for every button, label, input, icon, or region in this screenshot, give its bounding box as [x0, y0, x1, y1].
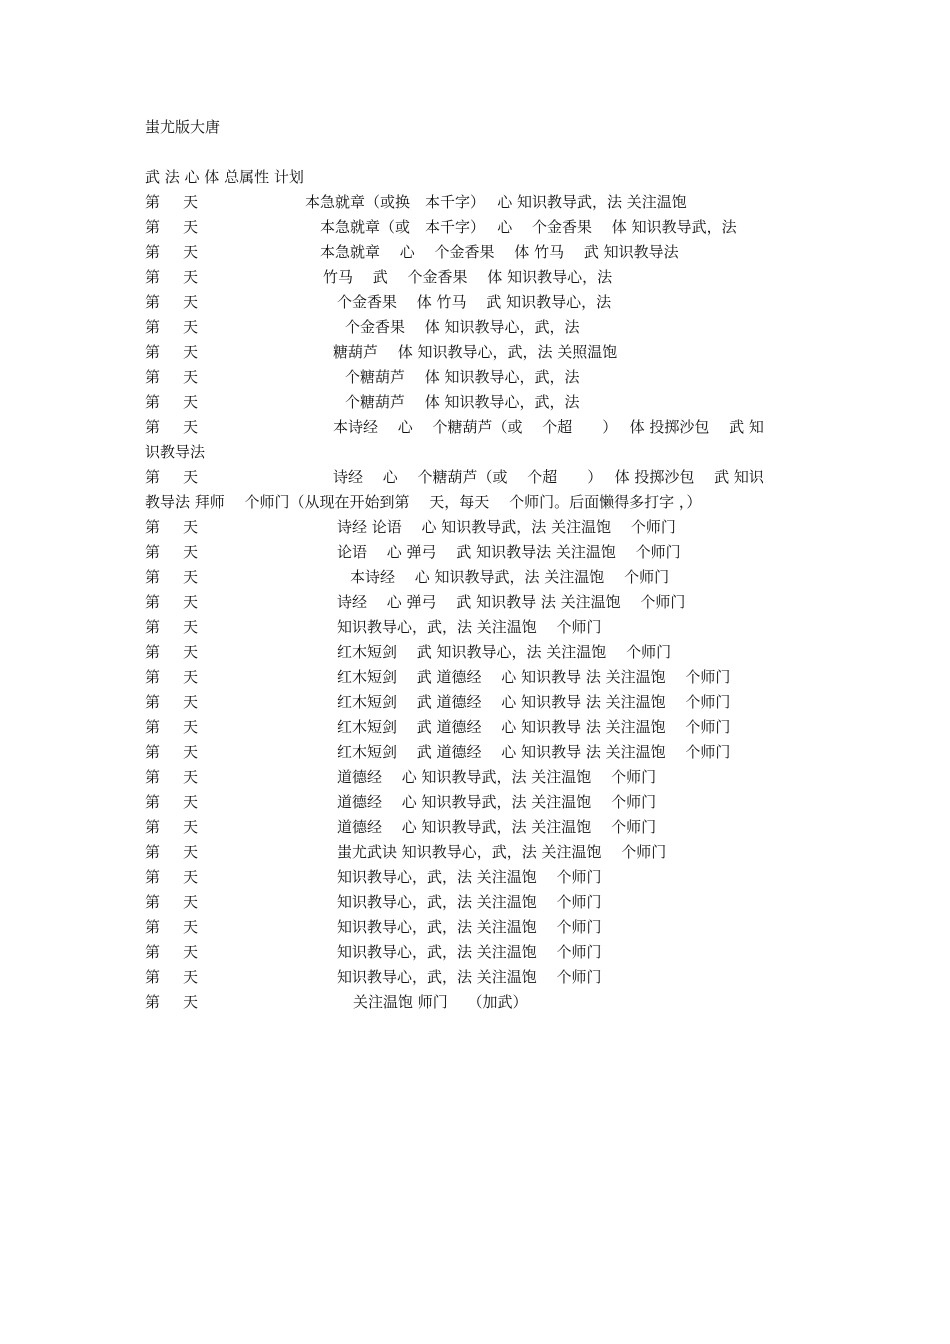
plan-text: 诗经 论语 心 知识教导武，法 关注温饱 个师门: [337, 518, 676, 536]
day-label-di: 第: [145, 918, 161, 936]
day-label: [145, 392, 198, 412]
day-label-di: 第: [145, 818, 161, 836]
plan-text: 本急就章 心 个金香果 体 竹马 武 知识教导法: [320, 243, 679, 261]
day-label-tian: 天: [183, 218, 199, 236]
plan-row: [145, 717, 815, 742]
plan-text: 个金香果 体 竹马 武 知识教导心，法: [337, 293, 612, 311]
day-label-di: 第: [145, 643, 161, 661]
day-label: [145, 517, 198, 537]
day-label-di: 第: [145, 718, 161, 736]
day-label: [145, 192, 198, 212]
plan-text: 红木短剑 武 道德经 心 知识教导 法 关注温饱 个师门: [337, 718, 731, 736]
day-label-di: 第: [145, 893, 161, 911]
plan-text: 本急就章（或换 本千字） 心 知识教导武，法 关注温饱: [305, 193, 687, 211]
day-label-tian: 天: [183, 743, 199, 761]
plan-row: [145, 517, 815, 542]
day-label-di: 第: [145, 293, 161, 311]
day-label: [145, 292, 198, 312]
day-label-di: 第: [145, 218, 161, 236]
plan-row: [145, 817, 815, 842]
plan-row: [145, 792, 815, 817]
day-label: [145, 842, 198, 862]
plan-row: [145, 742, 815, 767]
day-label-tian: 天: [183, 518, 199, 536]
plan-text: 个金香果 体 知识教导心，武，法: [345, 318, 580, 336]
plan-text: 本诗经 心 个糖葫芦（或 个超 ） 体 投掷沙包 武 知: [333, 418, 764, 436]
day-label-di: 第: [145, 868, 161, 886]
day-label-di: 第: [145, 668, 161, 686]
plan-row: [145, 217, 815, 242]
plan-row: [145, 667, 815, 692]
plan-row: [145, 942, 815, 967]
day-label: [145, 342, 198, 362]
day-label-di: 第: [145, 543, 161, 561]
day-label-tian: 天: [183, 943, 199, 961]
plan-text: 知识教导心，武，法 关注温饱 个师门: [337, 918, 602, 936]
plan-text: 知识教导心，武，法 关注温饱 个师门: [337, 618, 602, 636]
day-label-tian: 天: [183, 993, 199, 1011]
plan-text: 道德经 心 知识教导武，法 关注温饱 个师门: [337, 793, 657, 811]
plan-row: [145, 542, 815, 567]
day-label: [145, 892, 198, 912]
plan-text: 论语 心 弹弓 武 知识教导法 关注温饱 个师门: [337, 543, 681, 561]
plan-text: 知识教导心，武，法 关注温饱 个师门: [337, 943, 602, 961]
plan-text: 红木短剑 武 知识教导心，法 关注温饱 个师门: [337, 643, 672, 661]
day-label: [145, 417, 198, 437]
day-label: [145, 217, 198, 237]
plan-text: 知识教导心，武，法 关注温饱 个师门: [337, 868, 602, 886]
plan-row: [145, 317, 815, 342]
day-label-di: 第: [145, 943, 161, 961]
plan-row: [145, 867, 815, 892]
day-label-tian: 天: [183, 343, 199, 361]
day-label-tian: 天: [183, 768, 199, 786]
day-label-tian: 天: [183, 468, 199, 486]
day-label: [145, 592, 198, 612]
plan-row: [145, 367, 815, 392]
plan-text: 个糖葫芦 体 知识教导心，武，法: [345, 393, 580, 411]
day-label-di: 第: [145, 593, 161, 611]
day-label-di: 第: [145, 793, 161, 811]
plan-row: [145, 992, 815, 1017]
day-label: [145, 242, 198, 262]
day-label: [145, 867, 198, 887]
plan-text: 知识教导心，武，法 关注温饱 个师门: [337, 893, 602, 911]
day-label-tian: 天: [183, 318, 199, 336]
day-label-di: 第: [145, 743, 161, 761]
day-label: [145, 667, 198, 687]
plan-row: [145, 767, 815, 792]
plan-row: [145, 642, 815, 667]
day-label-di: 第: [145, 618, 161, 636]
day-label: [145, 642, 198, 662]
day-label: [145, 742, 198, 762]
plan-row: [145, 917, 815, 942]
plan-text-continued: 教导法 拜师 个师门（从现在开始到第 天，每天 个师门。后面懒得多打字 ，）: [145, 493, 702, 511]
plan-row: [145, 467, 815, 517]
day-label-tian: 天: [183, 418, 199, 436]
plan-text: 诗经 心 弹弓 武 知识教导 法 关注温饱 个师门: [337, 593, 686, 611]
plan-text: 道德经 心 知识教导武，法 关注温饱 个师门: [337, 818, 657, 836]
day-label: [145, 267, 198, 287]
day-label-tian: 天: [183, 193, 199, 211]
day-label-di: 第: [145, 768, 161, 786]
day-label: [145, 967, 198, 987]
attribute-header: 武 法 心 体 总属性 计划: [145, 168, 304, 186]
plan-text: 红木短剑 武 道德经 心 知识教导 法 关注温饱 个师门: [337, 668, 731, 686]
plan-text-continued: 识教导法: [145, 443, 206, 461]
plan-text: 本诗经 心 知识教导武，法 关注温饱 个师门: [350, 568, 670, 586]
plan-text: 诗经 心 个糖葫芦（或 个超 ） 体 投掷沙包 武 知识: [333, 468, 764, 486]
day-label-di: 第: [145, 268, 161, 286]
day-label-di: 第: [145, 418, 161, 436]
day-label-di: 第: [145, 193, 161, 211]
day-label-tian: 天: [183, 793, 199, 811]
day-label-tian: 天: [183, 668, 199, 686]
day-label: [145, 542, 198, 562]
day-label-di: 第: [145, 568, 161, 586]
plan-text: 道德经 心 知识教导武，法 关注温饱 个师门: [337, 768, 657, 786]
day-label-tian: 天: [183, 368, 199, 386]
day-label-tian: 天: [183, 593, 199, 611]
day-label-tian: 天: [183, 818, 199, 836]
day-label: [145, 917, 198, 937]
day-label-di: 第: [145, 243, 161, 261]
day-label-di: 第: [145, 993, 161, 1011]
day-label-di: 第: [145, 393, 161, 411]
plan-row: [145, 192, 815, 217]
day-label-tian: 天: [183, 868, 199, 886]
day-label: [145, 817, 198, 837]
plan-row: [145, 967, 815, 992]
day-label: [145, 567, 198, 587]
day-label-tian: 天: [183, 693, 199, 711]
day-label: [145, 367, 198, 387]
plan-row: [145, 267, 815, 292]
day-label: [145, 792, 198, 812]
day-label-tian: 天: [183, 718, 199, 736]
day-label-tian: 天: [183, 393, 199, 411]
plan-list: [145, 192, 815, 1017]
day-label-di: 第: [145, 968, 161, 986]
plan-text: 关注温饱 师门 （加武）: [353, 993, 528, 1011]
day-label-di: 第: [145, 843, 161, 861]
day-label-tian: 天: [183, 243, 199, 261]
day-label-di: 第: [145, 368, 161, 386]
day-label-tian: 天: [183, 893, 199, 911]
plan-row: [145, 892, 815, 917]
day-label: [145, 717, 198, 737]
day-label-tian: 天: [183, 843, 199, 861]
day-label: [145, 767, 198, 787]
day-label-di: 第: [145, 343, 161, 361]
day-label-di: 第: [145, 468, 161, 486]
plan-row: [145, 617, 815, 642]
day-label: [145, 467, 198, 487]
plan-text: 竹马 武 个金香果 体 知识教导心，法: [323, 268, 613, 286]
day-label-tian: 天: [183, 643, 199, 661]
plan-row: [145, 692, 815, 717]
day-label-tian: 天: [183, 568, 199, 586]
plan-row: [145, 417, 815, 467]
day-label: [145, 692, 198, 712]
plan-row: [145, 842, 815, 867]
day-label-tian: 天: [183, 918, 199, 936]
day-label-di: 第: [145, 318, 161, 336]
plan-text: 红木短剑 武 道德经 心 知识教导 法 关注温饱 个师门: [337, 743, 731, 761]
day-label: [145, 942, 198, 962]
day-label-di: 第: [145, 693, 161, 711]
plan-text: 知识教导心，武，法 关注温饱 个师门: [337, 968, 602, 986]
plan-row: [145, 592, 815, 617]
plan-text: 个糖葫芦 体 知识教导心，武，法: [345, 368, 580, 386]
plan-text: 糖葫芦 体 知识教导心，武，法 关照温饱: [333, 343, 618, 361]
day-label-tian: 天: [183, 618, 199, 636]
day-label-di: 第: [145, 518, 161, 536]
plan-row: [145, 392, 815, 417]
plan-row: [145, 567, 815, 592]
day-label: [145, 617, 198, 637]
plan-text: 本急就章（或 本千字） 心 个金香果 体 知识教导武，法: [320, 218, 737, 236]
document-title: 蚩尤版大唐: [145, 118, 221, 136]
plan-row: [145, 342, 815, 367]
plan-text: 蚩尤武诀 知识教导心，武，法 关注温饱 个师门: [337, 843, 667, 861]
day-label-tian: 天: [183, 268, 199, 286]
day-label-tian: 天: [183, 968, 199, 986]
plan-row: [145, 292, 815, 317]
day-label: [145, 317, 198, 337]
plan-text: 红木短剑 武 道德经 心 知识教导 法 关注温饱 个师门: [337, 693, 731, 711]
plan-row: [145, 242, 815, 267]
day-label-tian: 天: [183, 293, 199, 311]
day-label: [145, 992, 198, 1012]
day-label-tian: 天: [183, 543, 199, 561]
